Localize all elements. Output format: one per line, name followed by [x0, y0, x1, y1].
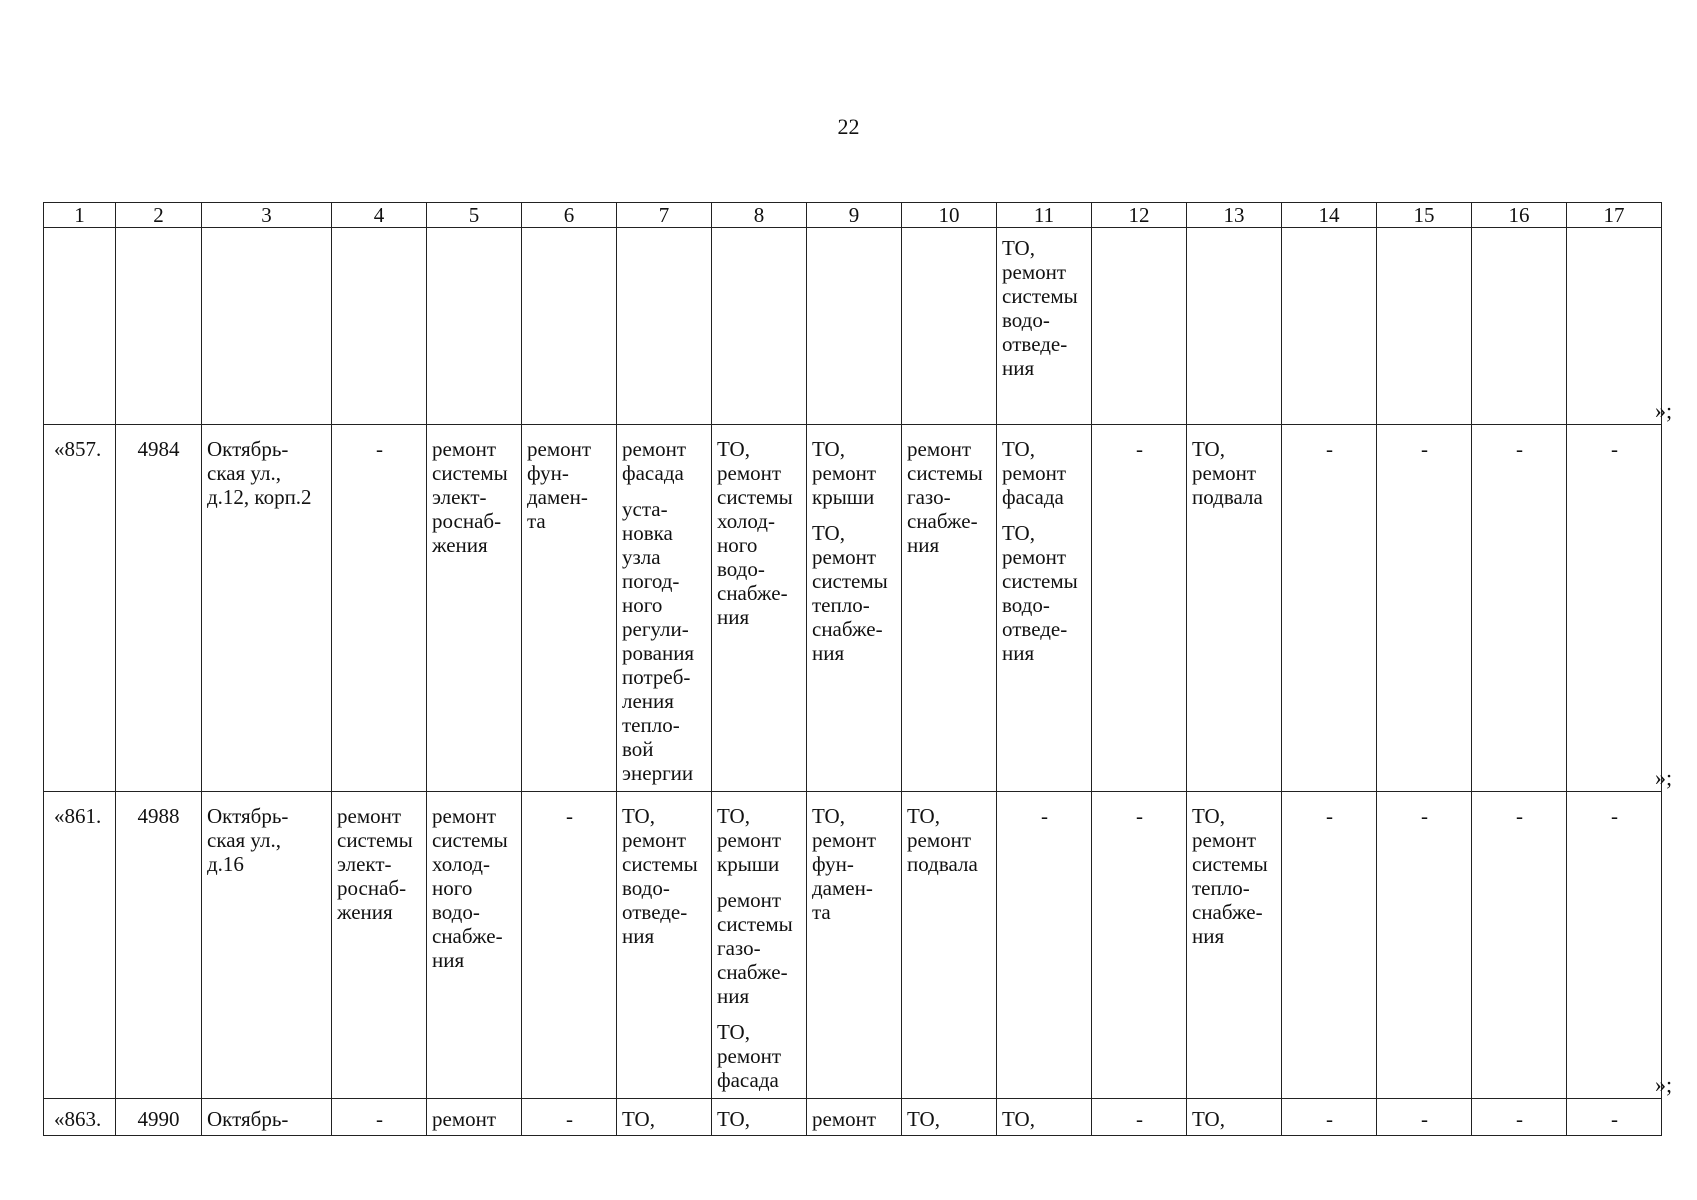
cell-text: - [1516, 804, 1523, 828]
table-row [44, 1099, 1662, 1136]
table-cell [44, 792, 116, 1099]
closing-quote-mark: »; [1655, 1071, 1673, 1097]
cell-text: ТО, ремонт системы тепло- снабже- ния [812, 521, 888, 665]
table-cell [202, 228, 332, 425]
table-cell [1187, 792, 1282, 1099]
cell-text: 4988 [137, 804, 180, 828]
cell-text: - [1136, 437, 1143, 461]
table-cell [44, 228, 116, 425]
table-cell [807, 425, 902, 792]
cell-text: ремонт [432, 1107, 497, 1131]
cell-text: - [1611, 437, 1618, 461]
table-cell [1187, 1099, 1282, 1136]
table-cell [202, 425, 332, 792]
cell-text: Октябрь- [207, 1107, 289, 1131]
table-cell [997, 228, 1092, 425]
column-header: 4 [332, 203, 427, 228]
table-cell [1567, 425, 1662, 792]
page-number: 22 [837, 114, 860, 139]
cell-text: ТО, ремонт фасада [717, 1020, 782, 1092]
cell-text: - [1326, 437, 1333, 461]
cell-text: ТО, [1192, 1107, 1225, 1131]
table-cell [1567, 792, 1662, 1099]
table-cell [902, 1099, 997, 1136]
cell-text: 4990 [137, 1107, 180, 1131]
cell-text: ТО, ремонт крыши [812, 437, 877, 509]
cell-text: ремонт системы холод- ного водо- снабже- ния [432, 804, 508, 972]
cell-text: ремонт системы элект- роснаб- жения [337, 804, 413, 924]
table-row [44, 792, 1662, 1099]
table-cell [427, 425, 522, 792]
column-header: 13 [1187, 203, 1282, 228]
table-cell [807, 1099, 902, 1136]
table-cell [712, 1099, 807, 1136]
table-cell [202, 1099, 332, 1136]
column-header: 11 [997, 203, 1092, 228]
cell-text: - [1516, 437, 1523, 461]
table-cell [332, 792, 427, 1099]
cell-text: ТО, ремонт системы водо- отведе- ния [622, 804, 698, 948]
table-cell [1282, 425, 1377, 792]
table-cell [1092, 425, 1187, 792]
cell-text: - [1421, 437, 1428, 461]
cell-text: - [1041, 804, 1048, 828]
cell-text: - [376, 437, 383, 461]
table-cell [1377, 425, 1472, 792]
table-cell [1187, 425, 1282, 792]
cell-text: ТО, [907, 1107, 940, 1131]
column-header: 3 [202, 203, 332, 228]
table-cell [1282, 1099, 1377, 1136]
cell-text: ТО, ремонт системы холод- ного водо- снабже- ния [717, 437, 793, 629]
table-cell [1377, 1099, 1472, 1136]
table-cell [1567, 1099, 1662, 1136]
table-cell [1092, 228, 1187, 425]
table-cell [427, 792, 522, 1099]
table-cell [116, 228, 202, 425]
table-cell [1092, 1099, 1187, 1136]
cell-text: - [1136, 804, 1143, 828]
cell-text: Октябрь- ская ул., д.16 [207, 804, 289, 876]
table-cell [807, 792, 902, 1099]
table-cell [44, 1099, 116, 1136]
cell-text: ремонт фун- дамен- та [527, 437, 592, 533]
cell-text: «861. [54, 804, 102, 828]
column-header: 17 [1567, 203, 1662, 228]
cell-text: ТО, [717, 1107, 750, 1131]
cell-text: ТО, [622, 1107, 655, 1131]
table-cell [427, 228, 522, 425]
column-header: 10 [902, 203, 997, 228]
table-cell [332, 425, 427, 792]
table-cell [1282, 792, 1377, 1099]
table-cell [116, 1099, 202, 1136]
cell-text: - [566, 804, 573, 828]
table-cell [1092, 792, 1187, 1099]
table-cell [1472, 1099, 1567, 1136]
table-cell [712, 228, 807, 425]
table-cell [1377, 228, 1472, 425]
cell-text: - [1326, 804, 1333, 828]
closing-quote-mark: »; [1655, 764, 1673, 790]
table-cell [807, 228, 902, 425]
table-cell [902, 228, 997, 425]
cell-text: ТО, ремонт фасада [1002, 437, 1067, 509]
table-cell [1472, 228, 1567, 425]
cell-text: - [1611, 804, 1618, 828]
cell-text: Октябрь- ская ул., д.12, корп.2 [207, 437, 312, 509]
cell-text: 4984 [137, 437, 180, 461]
cell-text: «857. [54, 437, 102, 461]
table-cell [712, 425, 807, 792]
table-cell [712, 792, 807, 1099]
cell-text: - [1326, 1107, 1333, 1131]
column-header: 5 [427, 203, 522, 228]
table-cell [202, 792, 332, 1099]
table-cell [116, 792, 202, 1099]
cell-text: ТО, ремонт крыши [717, 804, 782, 876]
cell-text: ремонт системы газо- снабже- ния [717, 888, 793, 1008]
cell-text: ремонт системы элект- роснаб- жения [432, 437, 508, 557]
table-cell [522, 792, 617, 1099]
table-cell [1377, 792, 1472, 1099]
table-cell [1472, 792, 1567, 1099]
table-cell [1282, 228, 1377, 425]
table-row [44, 228, 1662, 425]
column-header: 16 [1472, 203, 1567, 228]
cell-text: - [1421, 804, 1428, 828]
table-cell [617, 425, 712, 792]
column-header: 1 [44, 203, 116, 228]
cell-text: - [376, 1107, 383, 1131]
cell-text: ТО, ремонт фун- дамен- та [812, 804, 877, 924]
table-cell [1187, 228, 1282, 425]
cell-text: ТО, ремонт подвала [907, 804, 978, 876]
column-header: 15 [1377, 203, 1472, 228]
column-header: 2 [116, 203, 202, 228]
table-cell [427, 1099, 522, 1136]
cell-text: - [1136, 1107, 1143, 1131]
table-cell [332, 228, 427, 425]
table-cell [997, 792, 1092, 1099]
table-cell [617, 1099, 712, 1136]
table-cell [902, 792, 997, 1099]
table-cell [522, 425, 617, 792]
column-header: 8 [712, 203, 807, 228]
table-cell [997, 425, 1092, 792]
cell-text: ремонт [812, 1107, 877, 1131]
cell-text: ремонт системы газо- снабже- ния [907, 437, 983, 557]
table-cell [332, 1099, 427, 1136]
table-cell [1567, 228, 1662, 425]
header-row [44, 203, 1662, 228]
cell-text: ТО, ремонт подвала [1192, 437, 1263, 509]
closing-quote-mark: »; [1655, 397, 1673, 423]
table-cell [617, 228, 712, 425]
column-header: 12 [1092, 203, 1187, 228]
column-header: 7 [617, 203, 712, 228]
cell-text: - [1611, 1107, 1618, 1131]
cell-text: ТО, ремонт системы тепло- снабже- ния [1192, 804, 1268, 948]
table-cell [997, 1099, 1092, 1136]
column-header: 14 [1282, 203, 1377, 228]
table-cell [522, 1099, 617, 1136]
table-cell [1472, 425, 1567, 792]
cell-text: ТО, ремонт системы водо- отведе- ния [1002, 521, 1078, 665]
table-cell [617, 792, 712, 1099]
table-cell [116, 425, 202, 792]
table-cell [44, 425, 116, 792]
column-header: 6 [522, 203, 617, 228]
column-header: 9 [807, 203, 902, 228]
works-table [43, 202, 1662, 1136]
cell-text: «863. [54, 1107, 102, 1131]
table-cell [902, 425, 997, 792]
cell-text: ремонт фасада [622, 437, 687, 485]
cell-text: ТО, [1002, 1107, 1035, 1131]
cell-text: - [1516, 1107, 1523, 1131]
cell-text: уста- новка узла погод- ного регули- рования потреб- ления тепло- вой энергии [622, 497, 695, 785]
cell-text: - [1421, 1107, 1428, 1131]
cell-text: - [566, 1107, 573, 1131]
table-row [44, 425, 1662, 792]
table-cell [522, 228, 617, 425]
cell-text: ТО, ремонт системы водо- отведе- ния [1002, 236, 1078, 380]
